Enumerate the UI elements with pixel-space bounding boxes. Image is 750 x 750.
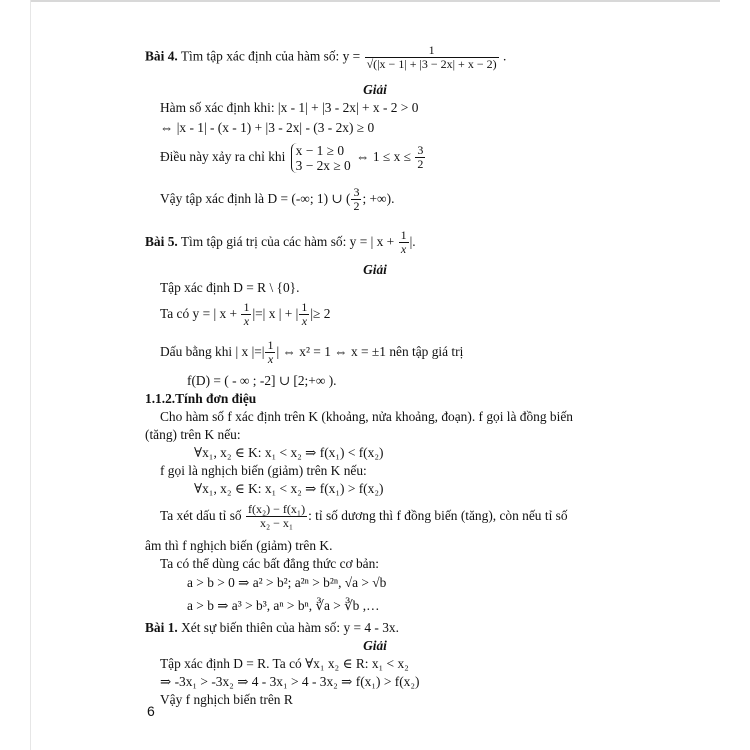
bai5-line3-post: | ⇔ x² = 1 ⇔ x = ±1 nên tập giá trị	[276, 344, 464, 359]
bai1-line2: ⇒ -3x₁ > -3x₂ ⇒ 4 - 3x₁ > 4 - 3x₂ ⇒ f(x₁) > f(x₂)	[160, 674, 420, 689]
bai4-end: .	[502, 48, 507, 64]
bai5-giai: Giải	[363, 262, 387, 277]
bai1-line1: Tập xác định D = R. Ta có ∀x₁ x₂ ∈ R: x₁ < x₂	[160, 656, 409, 671]
bai4-system	[291, 143, 351, 173]
section-p3-frac	[246, 503, 307, 530]
bai4-giai: Giải	[363, 82, 387, 97]
section-p2: f gọi là nghịch biến (giảm) trên K nếu:	[160, 463, 367, 478]
bai1-line3: Vậy f nghịch biến trên R	[160, 692, 293, 707]
bai4-frac-den: √(|x − 1| + |3 − 2x| + x − 2)	[366, 57, 497, 71]
bai4-line4-frac-den: 2	[353, 199, 360, 214]
bai5-prompt: Tìm tập giá trị của các hàm số: y = | x +	[180, 234, 395, 249]
bai4-line3-post: ⇔ 1 ≤ x ≤	[356, 149, 411, 164]
bai5-line1: Tập xác định D = R \ {0}.	[160, 280, 300, 295]
bai5-line2-frac1-den: x	[243, 314, 250, 329]
section-p3-frac-num: f(x₂) − f(x₁)	[247, 502, 306, 517]
bai5-line4: f(D) = ( - ∞ ; -2] ∪ [2;+∞ ).	[187, 373, 337, 388]
bai4-line4	[160, 185, 394, 213]
bai5-label: Bài 5.	[145, 234, 178, 249]
bai4-line3	[160, 141, 426, 173]
bai5-line3-frac-num: 1	[267, 338, 274, 353]
bai4-label: Bài 4.	[145, 48, 178, 64]
bai4-line3-frac-num: 3	[417, 143, 424, 158]
bai4-line1: Hàm số xác định khi: |x - 1| + |3 - 2x| + x - 2 > 0	[160, 100, 419, 115]
section-ineq2: a > b ⇒ a³ > b³, aⁿ > bⁿ, ∛a > ∛b ,…	[187, 598, 380, 613]
bai4-line4-frac-num: 3	[353, 185, 360, 200]
bai4-line2: ⇔ |x - 1| - (x - 1) + |3 - 2x| - (3 - 2x) ≥ 0	[160, 120, 375, 135]
bai4-fraction	[365, 44, 499, 71]
bai5-line2-frac2	[299, 301, 309, 328]
bai1-label: Bài 1.	[145, 620, 178, 635]
bai4-line3-frac-den: 2	[417, 157, 424, 172]
section-p3	[160, 499, 568, 533]
page-number: 6	[147, 703, 155, 719]
section-p1a: Cho hàm số f xác định trên K (khoảng, nửa khoảng, đoạn). f gọi là đồng biến	[160, 409, 573, 424]
bai5-heading	[145, 228, 416, 256]
bai4-line4-frac	[351, 186, 361, 213]
bai4-line4-pre: Vậy tập xác định là D = (-∞; 1) ∪ (	[160, 191, 351, 206]
bai5-line2-pre: Ta có y = | x +	[160, 306, 238, 321]
bai4-sys-a: x − 1 ≥ 0	[295, 142, 345, 158]
bai1-heading	[145, 620, 399, 636]
bai5-line2	[160, 300, 330, 328]
bai4-heading	[145, 44, 506, 71]
bai5-line2-mid: |=| x | + |	[252, 306, 299, 321]
bai5-frac	[399, 229, 409, 256]
bai1-giai: Giải	[363, 638, 387, 653]
top-border	[30, 0, 720, 2]
bai5-line2-frac2-num: 1	[301, 300, 308, 315]
bai5-frac-num: 1	[400, 228, 407, 243]
bai4-prompt: Tìm tập xác định của hàm số: y =	[180, 48, 364, 64]
section-p3-post: : tỉ số dương thì f đồng biến (tăng), còn nếu tỉ số	[308, 508, 568, 523]
bai1-prompt: Xét sự biến thiên của hàm số: y = 4 - 3x.	[181, 620, 399, 635]
bai5-line3-frac-den: x	[267, 352, 274, 367]
section-p3b: âm thì f nghịch biến (giảm) trên K.	[145, 538, 333, 553]
bai5-frac-den: x	[400, 242, 407, 257]
bai5-line3-frac	[265, 339, 275, 366]
bai4-line3-frac	[415, 144, 425, 171]
section-p3-pre: Ta xét dấu tỉ số	[160, 508, 242, 523]
bai4-sys-b: 3 − 2x ≥ 0	[295, 157, 351, 173]
bai4-line3-pre: Điều này xảy ra chỉ khi	[160, 149, 286, 164]
bai5-line2-frac1	[241, 301, 251, 328]
section-formula1: ∀x₁, x₂ ∈ K: x₁ < x₂ ⇒ f(x₁) < f(x₂)	[194, 445, 384, 460]
section-heading	[145, 391, 256, 407]
bai5-prompt-end: |.	[409, 234, 416, 249]
section-ineq1: a > b > 0 ⇒ a² > b²; a²ⁿ > b²ⁿ, √a > √b	[187, 575, 387, 590]
bai5-line2-frac1-num: 1	[243, 300, 250, 315]
bai4-line4-post: ; +∞).	[362, 191, 395, 206]
bai5-line3-pre: Dấu bằng khi | x |=|	[160, 344, 265, 359]
section-heading-text: 1.1.2.Tính đơn điệu	[145, 391, 257, 406]
section-p1b: (tăng) trên K nếu:	[145, 427, 241, 442]
bai5-line2-post: |≥ 2	[310, 306, 331, 321]
bai4-frac-num: 1	[365, 44, 499, 58]
section-p3-frac-den: x₂ − x₁	[259, 516, 294, 531]
section-formula2: ∀x₁, x₂ ∈ K: x₁ < x₂ ⇒ f(x₁) > f(x₂)	[194, 481, 384, 496]
section-p4: Ta có thể dùng các bất đẳng thức cơ bản:	[160, 556, 380, 571]
bai5-line2-frac2-den: x	[301, 314, 308, 329]
bai5-line3	[160, 338, 463, 366]
